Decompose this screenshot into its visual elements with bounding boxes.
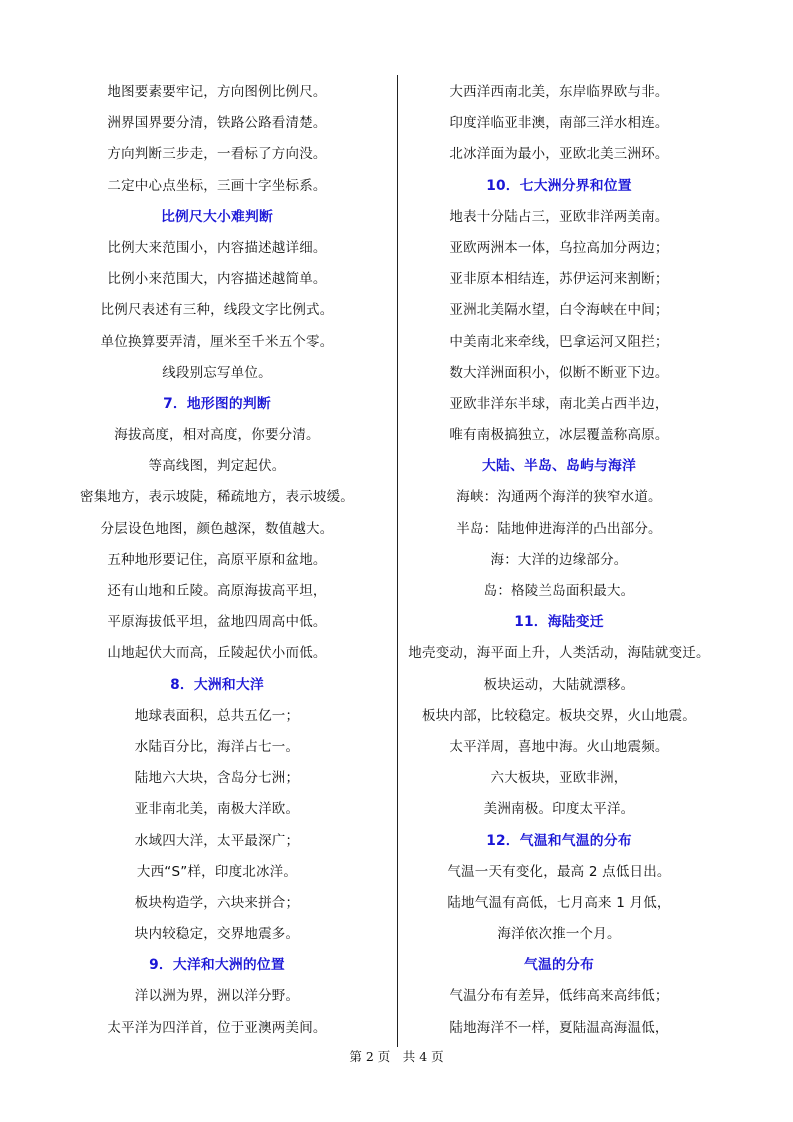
verse-line: 平原海拔低平坦，盆地四周高中低。 bbox=[107, 614, 327, 631]
verse-line: 六大板块，亚欧非洲， bbox=[490, 770, 628, 787]
verse-line: 亚欧非洋东半球，南北美占西半边， bbox=[449, 395, 669, 412]
verse-line: 单位换算要弄清，厘米至千米五个零。 bbox=[100, 333, 334, 350]
verse-line: 洲界国界要分清，铁路公路看清楚。 bbox=[107, 115, 327, 132]
verse-line: 海拔高度，相对高度，你要分清。 bbox=[114, 427, 320, 444]
verse-line: 比例大来范围小，内容描述越详细。 bbox=[107, 239, 327, 256]
verse-line: 海洋依次推一个月。 bbox=[497, 926, 621, 943]
verse-line: 北冰洋面为最小，亚欧北美三洲环。 bbox=[449, 146, 669, 163]
verse-line: 大西“S”样，印度北冰洋。 bbox=[136, 863, 298, 880]
verse-line: 太平洋周，喜地中海。火山地震频。 bbox=[449, 738, 669, 755]
verse-line: 等高线图，判定起伏。 bbox=[148, 458, 286, 475]
verse-line: 地图要素要牢记，方向图例比例尺。 bbox=[107, 84, 327, 100]
verse-line: 半岛：陆地伸进海洋的凸出部分。 bbox=[456, 520, 662, 537]
verse-line: 洋以洲为界，洲以洋分野。 bbox=[134, 988, 300, 1005]
verse-line: 方向判断三步走，一看标了方向没。 bbox=[107, 146, 327, 163]
verse-line: 地球表面积，总共五亿一； bbox=[134, 707, 300, 724]
verse-line: 比例小来范围大，内容描述越简单。 bbox=[107, 271, 327, 288]
section-heading: 7．地形图的判断 bbox=[163, 395, 271, 412]
section-heading: 11．海陆变迁 bbox=[514, 614, 604, 631]
verse-line: 板块运动，大陆就漂移。 bbox=[483, 676, 635, 693]
verse-line: 气温一天有变化，最高 2 点低日出。 bbox=[447, 863, 671, 880]
column-divider bbox=[397, 75, 398, 1047]
verse-line: 板块构造学，六块来拼合； bbox=[134, 894, 300, 911]
right-column bbox=[404, 77, 714, 1044]
verse-line: 陆地海洋不一样，夏陆温高海温低， bbox=[449, 1019, 669, 1036]
verse-line: 线段别忘写单位。 bbox=[162, 364, 272, 381]
verse-line: 分层设色地图，颜色越深，数值越大。 bbox=[100, 520, 334, 537]
verse-line: 亚欧两洲本一体，乌拉高加分两边； bbox=[449, 239, 669, 256]
section-heading: 比例尺大小难判断 bbox=[161, 208, 273, 225]
section-heading: 气温的分布 bbox=[524, 957, 594, 974]
verse-line: 亚洲北美隔水望，白令海峡在中间； bbox=[449, 302, 669, 319]
verse-line: 岛：格陵兰岛面积最大。 bbox=[483, 583, 635, 599]
verse-line: 块内较稳定，交界地震多。 bbox=[134, 926, 300, 943]
verse-line: 亚非南北美，南极大洋欧。 bbox=[134, 801, 300, 818]
section-heading: 10．七大洲分界和位置 bbox=[486, 177, 632, 194]
verse-line: 陆地六大块，含岛分七洲； bbox=[134, 770, 300, 787]
verse-line: 气温分布有差异，低纬高来高纬低； bbox=[449, 988, 669, 1005]
verse-line: 地壳变动，海平面上升，人类活动，海陆就变迁。 bbox=[408, 645, 710, 662]
verse-line: 还有山地和丘陵。高原海拔高平坦， bbox=[107, 583, 327, 599]
section-heading: 8．大洲和大洋 bbox=[170, 676, 264, 693]
verse-line: 陆地气温有高低，七月高来 1 月低， bbox=[447, 894, 671, 911]
verse-line: 海峡：沟通两个海洋的狭窄水道。 bbox=[456, 489, 662, 506]
verse-line: 印度洋临亚非澳，南部三洋水相连。 bbox=[449, 115, 669, 132]
verse-line: 比例尺表述有三种，线段文字比例式。 bbox=[100, 302, 334, 319]
section-heading: 12．气温和气温的分布 bbox=[486, 832, 632, 849]
verse-line: 中美南北来牵线，巴拿运河又阻拦； bbox=[449, 333, 669, 350]
verse-line: 水域四大洋，太平最深广； bbox=[134, 832, 300, 849]
verse-line: 海：大洋的边缘部分。 bbox=[490, 551, 628, 568]
verse-line: 唯有南极搞独立，冰层覆盖称高原。 bbox=[449, 427, 669, 444]
section-heading: 大陆、半岛、岛屿与海洋 bbox=[482, 458, 636, 475]
verse-line: 美洲南极。印度太平洋。 bbox=[483, 801, 635, 818]
verse-line: 亚非原本相结连，苏伊运河来割断； bbox=[449, 271, 669, 288]
verse-line: 密集地方，表示坡陡，稀疏地方，表示坡缓。 bbox=[80, 489, 354, 506]
verse-line: 板块内部，比较稳定。板块交界，火山地震。 bbox=[422, 707, 696, 724]
verse-line: 大西洋西南北美，东岸临界欧与非。 bbox=[449, 84, 669, 100]
verse-line: 数大洋洲面积小，似断不断亚下边。 bbox=[449, 364, 669, 381]
verse-line: 二定中心点坐标，三画十字坐标系。 bbox=[107, 177, 327, 194]
verse-line: 山地起伏大而高，丘陵起伏小而低。 bbox=[107, 645, 327, 662]
section-heading: 9．大洋和大洲的位置 bbox=[149, 957, 285, 974]
verse-line: 五种地形要记住，高原平原和盆地。 bbox=[107, 551, 327, 568]
verse-line: 地表十分陆占三，亚欧非洋两美南。 bbox=[449, 208, 669, 225]
page-footer: 第 2 页 共 4 页 bbox=[349, 1049, 444, 1064]
left-column bbox=[62, 77, 372, 1044]
verse-line: 水陆百分比，海洋占七一。 bbox=[134, 738, 300, 755]
verse-line: 太平洋为四洋首，位于亚澳两美间。 bbox=[107, 1019, 327, 1036]
